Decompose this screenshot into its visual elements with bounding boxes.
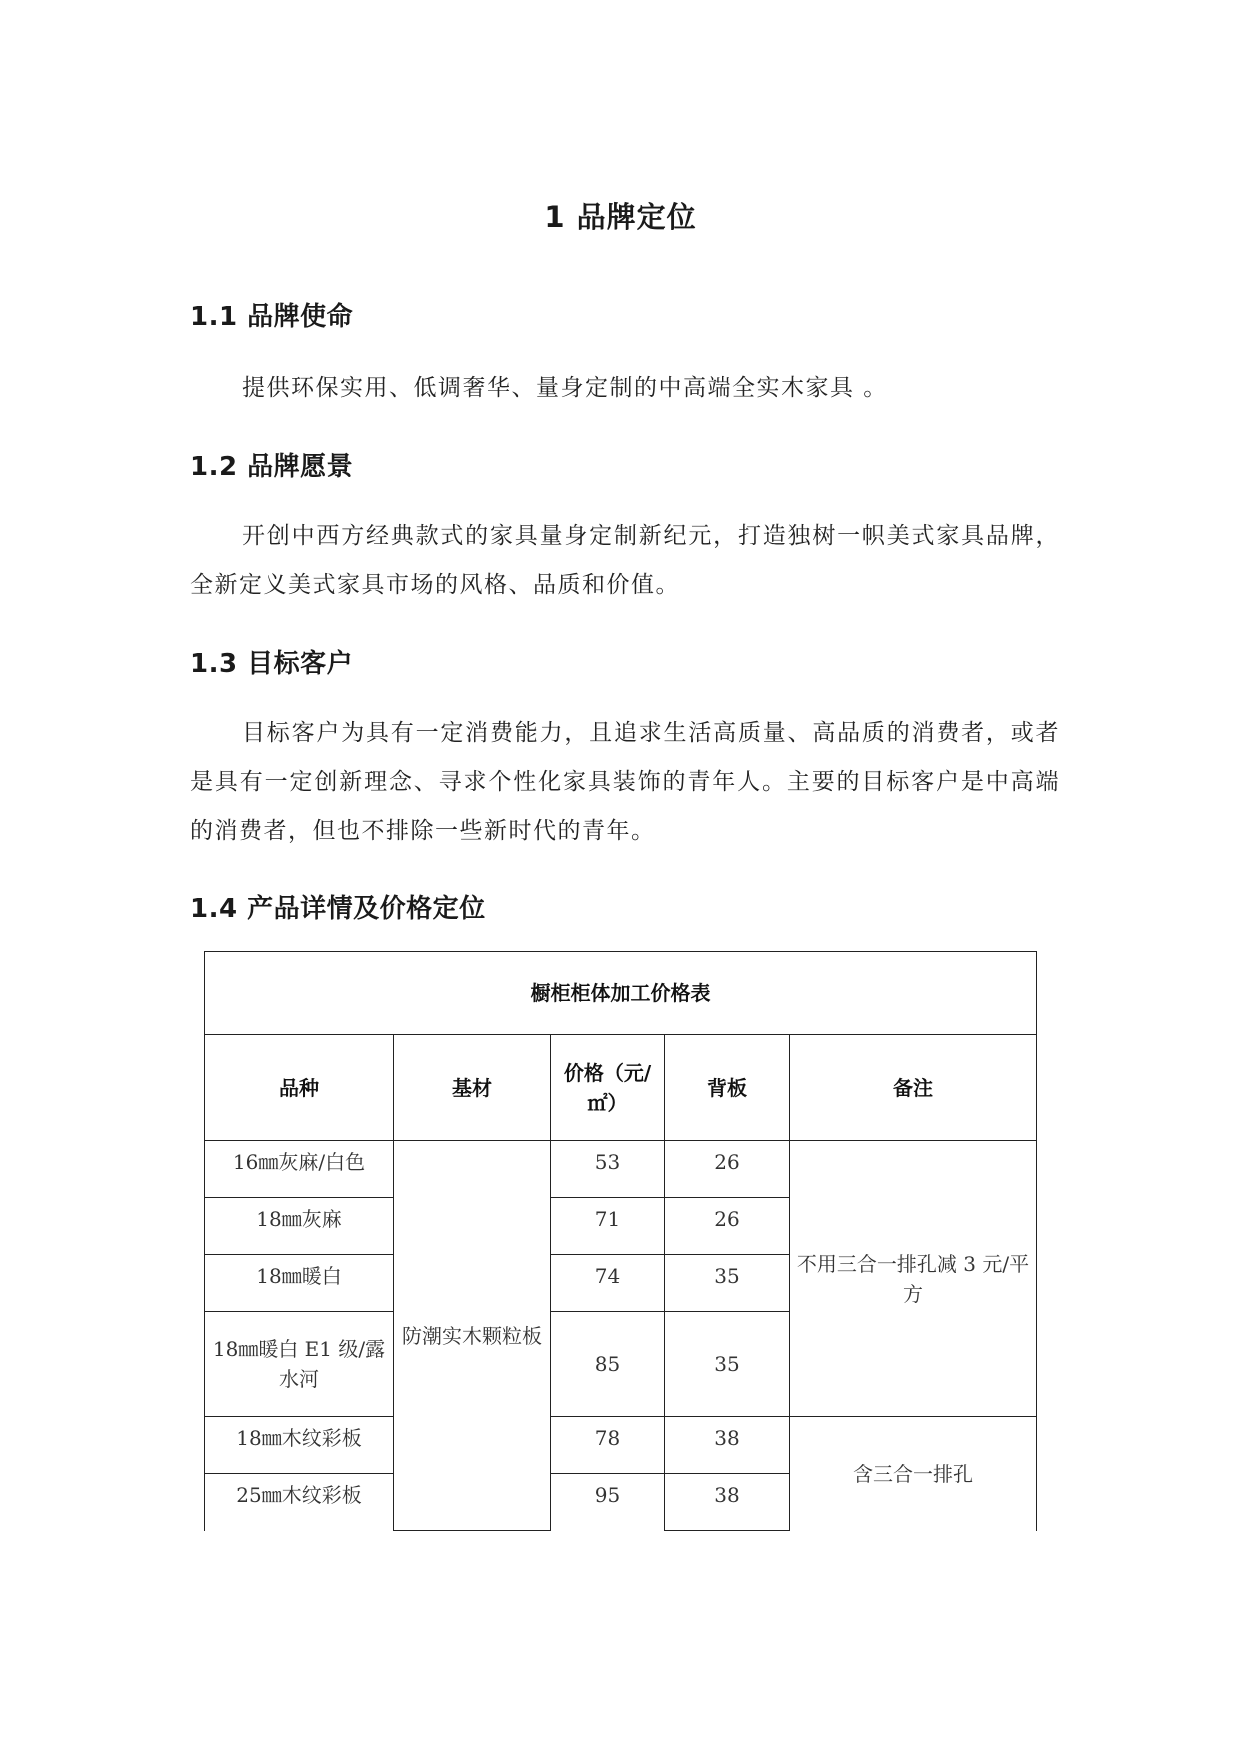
cell-price: 74 (551, 1255, 665, 1312)
cell-base-material: 防潮实木颗粒板 (394, 1141, 551, 1531)
cell-back-panel: 38 (665, 1474, 790, 1531)
cell-variety: 18㎜灰麻 (205, 1198, 394, 1255)
price-table (204, 951, 1037, 1531)
section-text-1-3: 目标客户为具有一定消费能力，且追求生活高质量、高品质的消费者，或者是具有一定创新理念、寻求个性化家具装饰的青年人。主要的目标客户是中高端的消费者，但也不排除一些新时代的青年。 (190, 720, 1060, 844)
header-back-panel: 背板 (665, 1035, 790, 1141)
cell-price: 71 (551, 1198, 665, 1255)
table-title-row (205, 952, 1037, 1035)
table-row (205, 1417, 1037, 1474)
cell-variety: 18㎜暖白 E1 级/露水河 (205, 1312, 394, 1417)
cell-price: 53 (551, 1141, 665, 1198)
cell-back-panel: 35 (665, 1312, 790, 1417)
cell-variety: 25㎜木纹彩板 (205, 1474, 394, 1531)
section-heading-1-3: 1.3 目标客户 (190, 649, 354, 679)
cell-price: 85 (551, 1312, 665, 1417)
table-row (205, 1141, 1037, 1198)
header-base-material: 基材 (394, 1035, 551, 1141)
cell-variety: 18㎜暖白 (205, 1255, 394, 1312)
cell-back-panel: 35 (665, 1255, 790, 1312)
header-note: 备注 (790, 1035, 1037, 1141)
chapter-title: 1 品牌定位 (544, 200, 697, 234)
table-header-row (205, 1035, 1037, 1141)
cell-back-panel: 26 (665, 1141, 790, 1198)
cell-note-2: 含三合一排孔 (790, 1417, 1037, 1531)
section-heading-1-4: 1.4 产品详情及价格定位 (190, 894, 486, 924)
section-heading-1-2: 1.2 品牌愿景 (190, 452, 354, 482)
table-title: 橱柜柜体加工价格表 (205, 952, 1037, 1035)
cell-variety: 16㎜灰麻/白色 (205, 1141, 394, 1198)
cell-variety: 18㎜木纹彩板 (205, 1417, 394, 1474)
cell-back-panel: 38 (665, 1417, 790, 1474)
cell-back-panel: 26 (665, 1198, 790, 1255)
header-price: 价格（元/㎡） (551, 1035, 665, 1141)
cell-note-1: 不用三合一排孔减 3 元/平方 (790, 1141, 1037, 1417)
section-text-1-2: 开创中西方经典款式的家具量身定制新纪元，打造独树一帜美式家具品牌，全新定义美式家具市场的风格、品质和价值。 (190, 523, 1060, 598)
cell-price: 78 (551, 1417, 665, 1474)
section-text-1-1: 提供环保实用、低调奢华、量身定制的中高端全实木家具 。 (242, 375, 888, 401)
section-heading-1-1: 1.1 品牌使命 (190, 302, 354, 332)
header-variety: 品种 (205, 1035, 394, 1141)
cell-price: 95 (551, 1474, 665, 1531)
